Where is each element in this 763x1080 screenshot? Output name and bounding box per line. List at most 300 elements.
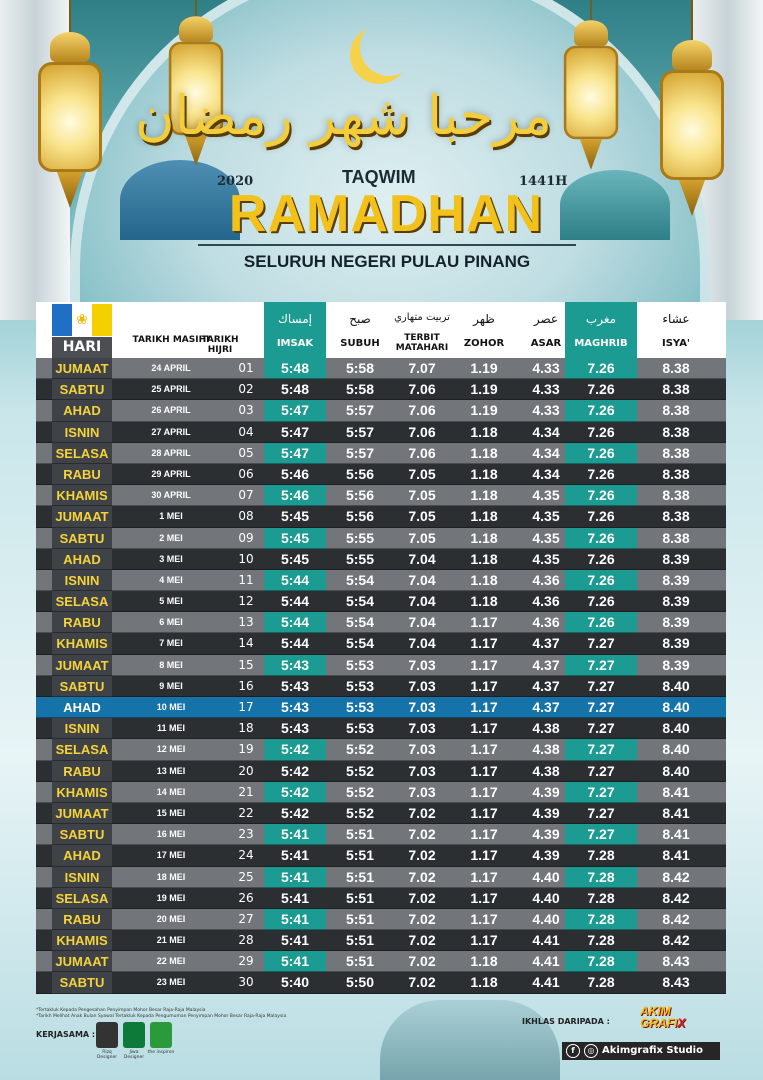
cell-isya: 8.38 bbox=[662, 487, 690, 504]
table-row bbox=[36, 358, 726, 379]
cell-maghrib: 7.26 bbox=[565, 400, 637, 421]
cell-zohor: 1.18 bbox=[470, 571, 498, 588]
cell-masihi: 29 APRIL bbox=[151, 468, 191, 479]
cell-subuh: 5:55 bbox=[345, 529, 375, 546]
cell-imsak: 5:41 bbox=[280, 932, 310, 949]
cell-masihi: 21 MEI bbox=[156, 935, 186, 946]
cell-isya: 8.38 bbox=[662, 402, 690, 419]
cell-zohor: 1.17 bbox=[470, 868, 498, 885]
cell-imsak: 5:43 bbox=[280, 677, 310, 694]
ikhlas-label: IKHLAS DARIPADA : bbox=[522, 1017, 610, 1026]
cell-hijri: 03 bbox=[238, 403, 254, 418]
table-row bbox=[36, 697, 726, 718]
cell-isya: 8.38 bbox=[662, 381, 690, 398]
cell-hijri: 27 bbox=[238, 911, 254, 926]
cell-hari: SABTU bbox=[52, 676, 112, 697]
crescent-moon-icon bbox=[360, 18, 418, 76]
cell-isya: 8.38 bbox=[662, 423, 690, 440]
cell-zohor: 1.18 bbox=[470, 550, 498, 567]
cell-isya: 8.39 bbox=[662, 593, 690, 610]
cell-hari: SABTU bbox=[52, 528, 112, 549]
cell-imsak: 5:47 bbox=[264, 443, 326, 464]
cell-maghrib: 7.27 bbox=[587, 677, 615, 694]
cell-asar: 4.34 bbox=[532, 423, 560, 440]
cell-maghrib: 7.28 bbox=[565, 909, 637, 930]
cell-hijri: 23 bbox=[238, 827, 254, 842]
cell-hijri: 17 bbox=[238, 700, 254, 714]
table-row bbox=[36, 930, 726, 951]
cell-hijri: 20 bbox=[238, 763, 254, 778]
cell-imsak: 5:44 bbox=[280, 593, 310, 610]
cell-hijri: 13 bbox=[238, 615, 254, 630]
social-handle-text: Akimgrafix Studio bbox=[602, 1045, 703, 1056]
cell-subuh: 5:51 bbox=[345, 932, 375, 949]
sponsor-name: Rizq Designer bbox=[96, 1050, 118, 1060]
cell-asar: 4.40 bbox=[532, 910, 560, 927]
cell-maghrib: 7.27 bbox=[587, 699, 615, 715]
table-row bbox=[36, 570, 726, 591]
cell-hari: RABU bbox=[52, 909, 112, 930]
cell-terbit: 7.02 bbox=[408, 974, 436, 991]
cell-terbit: 7.06 bbox=[408, 423, 436, 440]
cell-imsak: 5:41 bbox=[264, 867, 326, 888]
akimgrafix-logo: AKIM GRAFIX bbox=[640, 1004, 686, 1030]
cell-terbit: 7.04 bbox=[408, 635, 436, 652]
cell-subuh: 5:51 bbox=[345, 847, 375, 864]
cell-hijri: 19 bbox=[238, 742, 254, 757]
sponsor-logo-icon bbox=[150, 1022, 172, 1048]
table-row bbox=[36, 824, 726, 845]
table-row bbox=[36, 782, 726, 803]
cell-maghrib: 7.26 bbox=[587, 423, 615, 440]
table-row bbox=[36, 655, 726, 676]
cell-terbit: 7.03 bbox=[408, 677, 436, 694]
header-masihi: TARIKH MASIHI bbox=[132, 335, 210, 345]
cell-terbit: 7.05 bbox=[408, 508, 436, 525]
hijri-year: 1441H bbox=[519, 174, 568, 189]
cell-isya: 8.39 bbox=[662, 571, 690, 588]
cell-asar: 4.36 bbox=[532, 593, 560, 610]
cell-asar: 4.33 bbox=[532, 402, 560, 419]
cell-masihi: 3 MEI bbox=[159, 553, 183, 564]
table-header bbox=[36, 302, 726, 358]
cell-subuh: 5:52 bbox=[345, 762, 375, 779]
cell-asar: 4.38 bbox=[532, 762, 560, 779]
cell-zohor: 1.17 bbox=[470, 932, 498, 949]
cell-hari: JUMAAT bbox=[52, 803, 112, 824]
penang-flag-icon: ❀ bbox=[52, 304, 112, 336]
cell-terbit: 7.05 bbox=[408, 465, 436, 482]
cell-masihi: 11 MEI bbox=[156, 723, 185, 734]
lantern-icon bbox=[564, 0, 618, 170]
cell-hari: JUMAAT bbox=[52, 655, 112, 676]
cell-masihi: 16 MEI bbox=[156, 829, 186, 840]
sponsor-logo-icon bbox=[96, 1022, 118, 1048]
cell-subuh: 5:51 bbox=[345, 868, 375, 885]
cell-terbit: 7.02 bbox=[408, 847, 436, 864]
table-row bbox=[36, 464, 726, 485]
cell-zohor: 1.17 bbox=[470, 635, 498, 652]
cell-hijri: 02 bbox=[238, 382, 254, 397]
cell-terbit: 7.06 bbox=[408, 444, 436, 461]
cell-subuh: 5:54 bbox=[345, 593, 375, 610]
cell-zohor: 1.18 bbox=[470, 423, 498, 440]
cell-zohor: 1.17 bbox=[470, 720, 498, 737]
cell-hari: JUMAAT bbox=[52, 506, 112, 527]
cell-subuh: 5:55 bbox=[345, 550, 375, 567]
cell-isya: 8.39 bbox=[662, 656, 690, 673]
mosque-illustration bbox=[380, 1000, 560, 1080]
cell-masihi: 22 MEI bbox=[156, 956, 186, 967]
cell-asar: 4.39 bbox=[532, 826, 560, 843]
table-row bbox=[36, 676, 726, 697]
cell-subuh: 5:56 bbox=[345, 508, 375, 525]
cell-imsak: 5:42 bbox=[280, 804, 310, 821]
cell-masihi: 8 MEI bbox=[159, 659, 183, 670]
cell-asar: 4.36 bbox=[532, 571, 560, 588]
cell-masihi: 12 MEI bbox=[156, 744, 186, 755]
cell-terbit: 7.06 bbox=[408, 402, 436, 419]
cell-subuh: 5:51 bbox=[345, 953, 375, 970]
cell-asar: 4.38 bbox=[532, 741, 560, 758]
cell-masihi: 24 APRIL bbox=[151, 363, 191, 373]
header-subuh: صبح SUBUH bbox=[340, 312, 380, 349]
cell-imsak: 5:41 bbox=[264, 824, 326, 845]
cell-terbit: 7.03 bbox=[408, 783, 436, 800]
cell-hijri: 18 bbox=[238, 721, 254, 736]
cell-hari: ISNIN bbox=[52, 422, 112, 443]
cell-maghrib: 7.27 bbox=[587, 762, 615, 779]
cell-masihi: 15 MEI bbox=[156, 807, 186, 818]
sponsor-name: the inspiron bbox=[147, 1050, 175, 1055]
cell-imsak: 5:41 bbox=[264, 951, 326, 972]
cell-hijri: 28 bbox=[238, 933, 254, 948]
cell-zohor: 1.17 bbox=[470, 656, 498, 673]
cell-maghrib: 7.26 bbox=[587, 508, 615, 525]
cell-subuh: 5:58 bbox=[345, 360, 375, 376]
cell-hari: ISNIN bbox=[52, 867, 112, 888]
cell-subuh: 5:51 bbox=[345, 910, 375, 927]
cell-isya: 8.38 bbox=[662, 360, 690, 376]
cell-isya: 8.41 bbox=[662, 804, 690, 821]
cell-isya: 8.43 bbox=[662, 974, 690, 991]
cell-asar: 4.33 bbox=[532, 381, 560, 398]
cell-asar: 4.34 bbox=[532, 444, 560, 461]
cell-subuh: 5:56 bbox=[345, 487, 375, 504]
cell-subuh: 5:50 bbox=[345, 974, 375, 991]
cell-hari: SABTU bbox=[52, 972, 112, 993]
cell-subuh: 5:52 bbox=[345, 783, 375, 800]
table-row bbox=[36, 549, 726, 570]
header-maghrib: مغرب MAGHRIB bbox=[565, 302, 637, 358]
cell-hari: JUMAAT bbox=[52, 358, 112, 379]
cell-maghrib: 7.27 bbox=[565, 782, 637, 803]
cell-imsak: 5:47 bbox=[264, 400, 326, 421]
table-body bbox=[36, 358, 726, 994]
cell-isya: 8.38 bbox=[662, 529, 690, 546]
cell-asar: 4.40 bbox=[532, 889, 560, 906]
cell-masihi: 7 MEI bbox=[159, 638, 183, 649]
cell-hijri: 26 bbox=[238, 890, 254, 905]
cell-masihi: 1 MEI bbox=[159, 511, 183, 522]
cell-hijri: 08 bbox=[238, 509, 254, 524]
cell-subuh: 5:53 bbox=[345, 677, 375, 694]
cell-imsak: 5:42 bbox=[264, 782, 326, 803]
cell-hijri: 06 bbox=[238, 466, 254, 481]
cell-imsak: 5:45 bbox=[264, 528, 326, 549]
cell-hijri: 11 bbox=[238, 572, 254, 587]
cell-maghrib: 7.28 bbox=[565, 951, 637, 972]
cell-imsak: 5:42 bbox=[280, 762, 310, 779]
table-row bbox=[36, 718, 726, 739]
cell-maghrib: 7.26 bbox=[587, 465, 615, 482]
cell-masihi: 23 MEI bbox=[156, 977, 186, 988]
cell-isya: 8.38 bbox=[662, 465, 690, 482]
cell-terbit: 7.03 bbox=[408, 741, 436, 758]
cell-hijri: 14 bbox=[238, 636, 254, 651]
cell-subuh: 5:53 bbox=[345, 720, 375, 737]
cell-maghrib: 7.26 bbox=[565, 358, 637, 379]
cell-imsak: 5:40 bbox=[280, 974, 310, 991]
cell-terbit: 7.04 bbox=[408, 614, 436, 631]
cell-isya: 8.41 bbox=[662, 783, 690, 800]
cell-zohor: 1.17 bbox=[470, 783, 498, 800]
cell-hijri: 09 bbox=[238, 530, 254, 545]
sponsor-logo-icon bbox=[123, 1022, 145, 1048]
header-imsak: إمساك IMSAK bbox=[264, 302, 326, 358]
table-row bbox=[36, 867, 726, 888]
cell-asar: 4.38 bbox=[532, 720, 560, 737]
header-zohor: ظهر ZOHOR bbox=[463, 312, 505, 349]
cell-terbit: 7.04 bbox=[408, 550, 436, 567]
cell-masihi: 25 APRIL bbox=[151, 384, 191, 395]
cell-hari: AHAD bbox=[52, 400, 112, 421]
cell-zohor: 1.18 bbox=[470, 465, 498, 482]
cell-masihi: 5 MEI bbox=[159, 596, 183, 607]
cell-masihi: 2 MEI bbox=[159, 532, 183, 543]
cell-asar: 4.34 bbox=[532, 465, 560, 482]
cell-hijri: 16 bbox=[238, 678, 254, 693]
cell-masihi: 19 MEI bbox=[156, 892, 186, 903]
cell-hijri: 22 bbox=[238, 805, 254, 820]
cell-masihi: 9 MEI bbox=[159, 680, 183, 691]
footnote: *Tertakluk Kepada Pengesahan Penyimpan Mohor Besar Raja-Raja Malaysia bbox=[36, 1008, 206, 1013]
cell-imsak: 5:41 bbox=[280, 847, 310, 864]
cell-isya: 8.40 bbox=[662, 677, 690, 694]
cell-maghrib: 7.27 bbox=[587, 804, 615, 821]
table-row bbox=[36, 888, 726, 909]
instagram-icon[interactable]: ◎ bbox=[584, 1044, 598, 1058]
cell-isya: 8.43 bbox=[662, 953, 690, 970]
cell-maghrib: 7.27 bbox=[565, 824, 637, 845]
cell-masihi: 14 MEI bbox=[156, 786, 186, 797]
cell-hijri: 21 bbox=[238, 784, 254, 799]
cell-zohor: 1.19 bbox=[470, 381, 498, 398]
cell-imsak: 5:44 bbox=[280, 635, 310, 652]
table-row bbox=[36, 485, 726, 506]
social-handle[interactable] bbox=[562, 1042, 720, 1060]
table-row bbox=[36, 443, 726, 464]
cell-maghrib: 7.28 bbox=[587, 889, 615, 906]
cell-isya: 8.39 bbox=[662, 614, 690, 631]
cell-hijri: 07 bbox=[238, 488, 254, 503]
cell-isya: 8.42 bbox=[662, 932, 690, 949]
table-row bbox=[36, 591, 726, 612]
cell-terbit: 7.04 bbox=[408, 571, 436, 588]
cell-imsak: 5:42 bbox=[264, 739, 326, 760]
facebook-icon[interactable]: f bbox=[566, 1044, 580, 1058]
cell-hari: ISNIN bbox=[52, 570, 112, 591]
cell-hari: SABTU bbox=[52, 824, 112, 845]
cell-maghrib: 7.26 bbox=[587, 381, 615, 398]
cell-subuh: 5:57 bbox=[345, 402, 375, 419]
cell-hari: SELASA bbox=[52, 443, 112, 464]
kerjasama-label: KERJASAMA : bbox=[36, 1030, 96, 1039]
header-asar: عصر ASAR bbox=[530, 312, 562, 349]
cell-asar: 4.35 bbox=[532, 487, 560, 504]
cell-terbit: 7.02 bbox=[408, 910, 436, 927]
cell-maghrib: 7.26 bbox=[587, 550, 615, 567]
sponsor-name: Jiwa Designer bbox=[123, 1050, 145, 1060]
cell-imsak: 5:46 bbox=[280, 465, 310, 482]
cell-masihi: 17 MEI bbox=[156, 850, 186, 861]
lantern-icon bbox=[660, 0, 724, 216]
gregorian-year: 2020 bbox=[217, 174, 254, 189]
ramadan-calligraphy: مرحبا شهر رمضان bbox=[134, 84, 552, 147]
cell-hijri: 01 bbox=[238, 361, 254, 375]
cell-asar: 4.35 bbox=[532, 508, 560, 525]
cell-subuh: 5:56 bbox=[345, 465, 375, 482]
cell-hijri: 15 bbox=[238, 657, 254, 672]
cell-isya: 8.40 bbox=[662, 720, 690, 737]
cell-hari: KHAMIS bbox=[52, 633, 112, 654]
cell-terbit: 7.05 bbox=[408, 487, 436, 504]
cell-terbit: 7.03 bbox=[408, 720, 436, 737]
header-hari: HARI bbox=[52, 337, 112, 358]
mosque-dome-right bbox=[560, 170, 670, 240]
cell-isya: 8.41 bbox=[662, 826, 690, 843]
cell-imsak: 5:41 bbox=[280, 889, 310, 906]
cell-zohor: 1.18 bbox=[470, 593, 498, 610]
cell-imsak: 5:48 bbox=[280, 381, 310, 398]
cell-maghrib: 7.26 bbox=[565, 485, 637, 506]
cell-hijri: 12 bbox=[238, 594, 254, 609]
cell-asar: 4.35 bbox=[532, 550, 560, 567]
cell-imsak: 5:45 bbox=[280, 508, 310, 525]
cell-hari: RABU bbox=[52, 612, 112, 633]
cell-asar: 4.39 bbox=[532, 847, 560, 864]
cell-maghrib: 7.28 bbox=[565, 867, 637, 888]
cell-terbit: 7.03 bbox=[408, 656, 436, 673]
cell-maghrib: 7.26 bbox=[565, 528, 637, 549]
cell-zohor: 1.17 bbox=[470, 910, 498, 927]
cell-zohor: 1.18 bbox=[470, 487, 498, 504]
cell-asar: 4.39 bbox=[532, 804, 560, 821]
cell-subuh: 5:51 bbox=[345, 826, 375, 843]
header-isya: عشاء ISYA' bbox=[661, 312, 690, 349]
table-row bbox=[36, 761, 726, 782]
cell-zohor: 1.18 bbox=[470, 953, 498, 970]
cell-isya: 8.42 bbox=[662, 910, 690, 927]
cell-asar: 4.37 bbox=[532, 677, 560, 694]
cell-zohor: 1.17 bbox=[470, 889, 498, 906]
cell-imsak: 5:45 bbox=[280, 550, 310, 567]
cell-terbit: 7.03 bbox=[408, 762, 436, 779]
header-terbit: تربيت متهاري TERBIT MATAHARI bbox=[394, 312, 450, 353]
cell-terbit: 7.02 bbox=[408, 826, 436, 843]
cell-imsak: 5:43 bbox=[280, 699, 310, 715]
title-divider bbox=[198, 244, 576, 246]
footnotes bbox=[36, 1008, 366, 1020]
cell-zohor: 1.18 bbox=[470, 974, 498, 991]
cell-hari: RABU bbox=[52, 464, 112, 485]
cell-hijri: 24 bbox=[238, 848, 254, 863]
cell-hari: KHAMIS bbox=[52, 930, 112, 951]
cell-subuh: 5:52 bbox=[345, 804, 375, 821]
table-row bbox=[36, 379, 726, 400]
table-row bbox=[36, 400, 726, 421]
cell-imsak: 5:47 bbox=[280, 423, 310, 440]
cell-asar: 4.33 bbox=[532, 360, 560, 376]
cell-isya: 8.40 bbox=[662, 741, 690, 758]
cell-imsak: 5:44 bbox=[264, 570, 326, 591]
cell-hari: SELASA bbox=[52, 739, 112, 760]
cell-hijri: 30 bbox=[238, 975, 254, 990]
cell-zohor: 1.19 bbox=[470, 402, 498, 419]
table-row bbox=[36, 422, 726, 443]
cell-asar: 4.40 bbox=[532, 868, 560, 885]
cell-masihi: 27 APRIL bbox=[151, 426, 191, 437]
cell-maghrib: 7.27 bbox=[587, 635, 615, 652]
cell-masihi: 26 APRIL bbox=[151, 405, 191, 416]
cell-zohor: 1.18 bbox=[470, 529, 498, 546]
cell-asar: 4.41 bbox=[532, 974, 560, 991]
header-hijri: TARIKH HIJRI bbox=[201, 335, 239, 355]
cell-imsak: 5:41 bbox=[264, 909, 326, 930]
prayer-times-table bbox=[36, 302, 726, 994]
cell-maghrib: 7.28 bbox=[587, 847, 615, 864]
cell-isya: 8.39 bbox=[662, 550, 690, 567]
cell-maghrib: 7.27 bbox=[565, 739, 637, 760]
cell-asar: 4.41 bbox=[532, 932, 560, 949]
cell-maghrib: 7.26 bbox=[565, 612, 637, 633]
cell-hari: AHAD bbox=[52, 549, 112, 570]
cell-zohor: 1.19 bbox=[470, 360, 498, 376]
cell-isya: 8.39 bbox=[662, 635, 690, 652]
cell-maghrib: 7.27 bbox=[587, 720, 615, 737]
cell-imsak: 5:44 bbox=[264, 612, 326, 633]
cell-masihi: 30 APRIL bbox=[151, 490, 191, 501]
cell-hari: RABU bbox=[52, 761, 112, 782]
cell-imsak: 5:46 bbox=[264, 485, 326, 506]
cell-masihi: 28 APRIL bbox=[151, 447, 191, 458]
cell-asar: 4.35 bbox=[532, 529, 560, 546]
table-row bbox=[36, 845, 726, 866]
cell-zohor: 1.18 bbox=[470, 508, 498, 525]
cell-isya: 8.38 bbox=[662, 508, 690, 525]
cell-maghrib: 7.26 bbox=[565, 443, 637, 464]
cell-subuh: 5:54 bbox=[345, 635, 375, 652]
cell-isya: 8.42 bbox=[662, 868, 690, 885]
cell-hari: JUMAAT bbox=[52, 951, 112, 972]
table-row bbox=[36, 739, 726, 760]
cell-masihi: 6 MEI bbox=[159, 617, 183, 628]
cell-subuh: 5:53 bbox=[345, 656, 375, 673]
cell-terbit: 7.05 bbox=[408, 529, 436, 546]
cell-masihi: 10 MEI bbox=[156, 702, 186, 712]
cell-subuh: 5:51 bbox=[345, 889, 375, 906]
cell-terbit: 7.02 bbox=[408, 953, 436, 970]
